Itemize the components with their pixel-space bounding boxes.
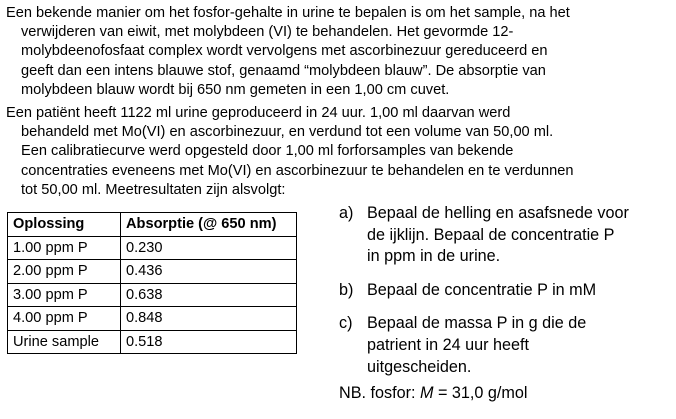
question-c bbox=[339, 313, 629, 378]
intro-line: verwijderen van eiwit, met molybdeen (VI) te behandelen. Het gevormde 12- bbox=[21, 24, 514, 41]
question-list bbox=[339, 203, 629, 390]
table-cell-absorptie: 0.518 bbox=[121, 330, 297, 354]
question-line: Bepaal de concentratie P in mM bbox=[367, 280, 597, 299]
table-cell-oplossing: 1.00 ppm P bbox=[8, 236, 121, 260]
table-cell-oplossing: Urine sample bbox=[8, 330, 121, 354]
intro-paragraph bbox=[6, 4, 570, 100]
calibration-table bbox=[7, 212, 297, 354]
question-line: de ijklijn. Bepaal de concentratie P bbox=[367, 225, 615, 244]
question-line: uitgescheiden. bbox=[367, 357, 472, 376]
table-row bbox=[8, 260, 297, 284]
patient-paragraph bbox=[6, 104, 573, 200]
table-cell-absorptie: 0.638 bbox=[121, 283, 297, 307]
question-a bbox=[339, 203, 629, 268]
question-b bbox=[339, 280, 629, 302]
table-cell-oplossing: 2.00 ppm P bbox=[8, 260, 121, 284]
note-prefix: NB. fosfor: bbox=[339, 384, 420, 402]
intro-line: molybdeen blauw wordt bij 650 nm gemeten in een 1,00 cm cuvet. bbox=[21, 81, 450, 98]
table-header-row bbox=[8, 213, 297, 237]
question-line: patrient in 24 uur heeft bbox=[367, 335, 529, 354]
patient-line: behandeld met Mo(VI) en ascorbinezuur, en verdund tot een volume van 50,00 ml. bbox=[21, 124, 554, 141]
intro-line: molybdeenofosfaat complex wordt vervolgens met ascorbinezuur gereduceerd en bbox=[21, 43, 548, 60]
table-row bbox=[8, 236, 297, 260]
table-cell-oplossing: 3.00 ppm P bbox=[8, 283, 121, 307]
question-line: in ppm in de urine. bbox=[367, 247, 501, 266]
molar-mass-note bbox=[339, 383, 528, 405]
table-cell-oplossing: 4.00 ppm P bbox=[8, 307, 121, 331]
table-row bbox=[8, 307, 297, 331]
question-label: a) bbox=[339, 204, 354, 222]
note-value: = 31,0 g/mol bbox=[433, 384, 528, 402]
patient-line: tot 50,00 ml. Meetresultaten zijn alsvolgt: bbox=[21, 181, 286, 198]
intro-line: geeft dan een intens blauwe stof, genaamd “molybdeen blauw”. De absorptie van bbox=[21, 62, 546, 79]
question-label: c) bbox=[339, 314, 353, 333]
column-header-absorptie: Absorptie (@ 650 nm) bbox=[121, 213, 297, 237]
table-row bbox=[8, 330, 297, 354]
table-cell-absorptie: 0.436 bbox=[121, 260, 297, 284]
question-label: b) bbox=[339, 280, 354, 299]
question-line: Bepaal de helling en asafsnede voor bbox=[367, 204, 629, 222]
table-row bbox=[8, 283, 297, 307]
table-cell-absorptie: 0.230 bbox=[121, 236, 297, 260]
question-line: Bepaal de massa P in g die de bbox=[367, 314, 587, 333]
intro-line: Een bekende manier om het fosfor-gehalte in urine te bepalen is om het sample, na het bbox=[6, 5, 570, 21]
table-cell-absorptie: 0.848 bbox=[121, 307, 297, 331]
column-header-oplossing: Oplossing bbox=[8, 213, 121, 237]
patient-line: Een patiënt heeft 1122 ml urine geproduceerd in 24 uur. 1,00 ml daarvan werd bbox=[6, 105, 511, 121]
molar-mass-symbol: M bbox=[419, 384, 434, 402]
patient-line: concentraties eveneens met Mo(VI) en ascorbinezuur te behandelen en te verdunnen bbox=[21, 162, 574, 179]
patient-line: Een calibratiecurve werd opgesteld door 1,00 ml forforsamples van bekende bbox=[21, 143, 514, 160]
